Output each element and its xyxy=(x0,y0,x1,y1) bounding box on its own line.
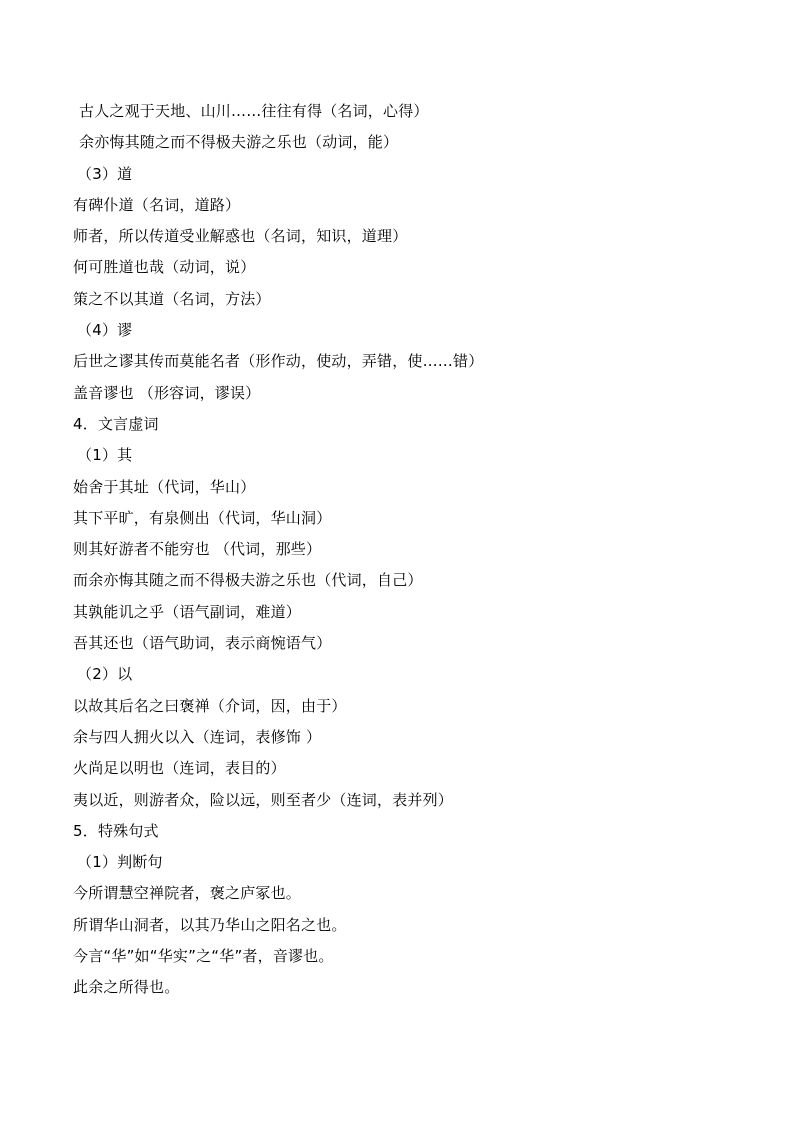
text-line: 夷以近，则游者众，险以远，则至者少（连词，表并列） xyxy=(73,790,454,809)
text-line: 其下平旷，有泉侧出（代词，华山洞） xyxy=(73,508,332,527)
document-body xyxy=(73,96,733,1004)
text-line: 余亦悔其随之而不得极夫游之乐也（动词，能） xyxy=(79,133,399,152)
text-line: 古人之观于天地、山川……往往有得（名词，心得） xyxy=(79,102,429,120)
text-line: 其孰能讥之乎（语气副词，难道） xyxy=(73,602,302,621)
text-line: 今言“华”如“华实”之“华”者，音谬也。 xyxy=(73,947,334,966)
subheading: （1）其 xyxy=(77,446,133,465)
text-line: 余与四人拥火以入（连词，表修饰 ） xyxy=(73,727,322,746)
text-line: 而余亦悔其随之而不得极夫游之乐也（代词，自己） xyxy=(73,571,423,590)
text-line: 盖音谬也 （形容词，谬误） xyxy=(73,383,261,402)
text-line: 师者，所以传道受业解惑也（名词，知识，道理） xyxy=(73,227,408,246)
text-line: 火尚足以明也（连词，表目的） xyxy=(73,759,286,778)
text-line: 策之不以其道（名词，方法） xyxy=(73,289,271,308)
text-line: 有碑仆道（名词，道路） xyxy=(73,195,241,214)
text-line: 则其好游者不能穷也 （代词，那些） xyxy=(73,540,322,559)
text-line: 今所谓慧空禅院者，褒之庐冢也。 xyxy=(73,884,302,903)
text-line: 以故其后名之曰褒禅（介词，因，由于） xyxy=(73,696,347,715)
subheading: （1）判断句 xyxy=(77,853,163,872)
text-line: 此余之所得也。 xyxy=(73,978,180,997)
subheading: （3）道 xyxy=(77,164,133,183)
subheading: （2）以 xyxy=(77,665,133,684)
section-heading: 5．特殊句式 xyxy=(73,821,159,840)
text-line: 所谓华山洞者，以其乃华山之阳名之也。 xyxy=(73,915,347,934)
text-line: 后世之谬其传而莫能名者（形作动，使动，弄错，使……错） xyxy=(73,352,484,371)
section-heading: 4．文言虚词 xyxy=(73,414,159,433)
text-line: 始舍于其址（代词，华山） xyxy=(73,477,256,496)
text-line: 吾其还也（语气助词，表示商惋语气） xyxy=(73,634,332,653)
text-line: 何可胜道也哉（动词，说） xyxy=(73,258,256,277)
subheading: （4）谬 xyxy=(77,321,133,340)
